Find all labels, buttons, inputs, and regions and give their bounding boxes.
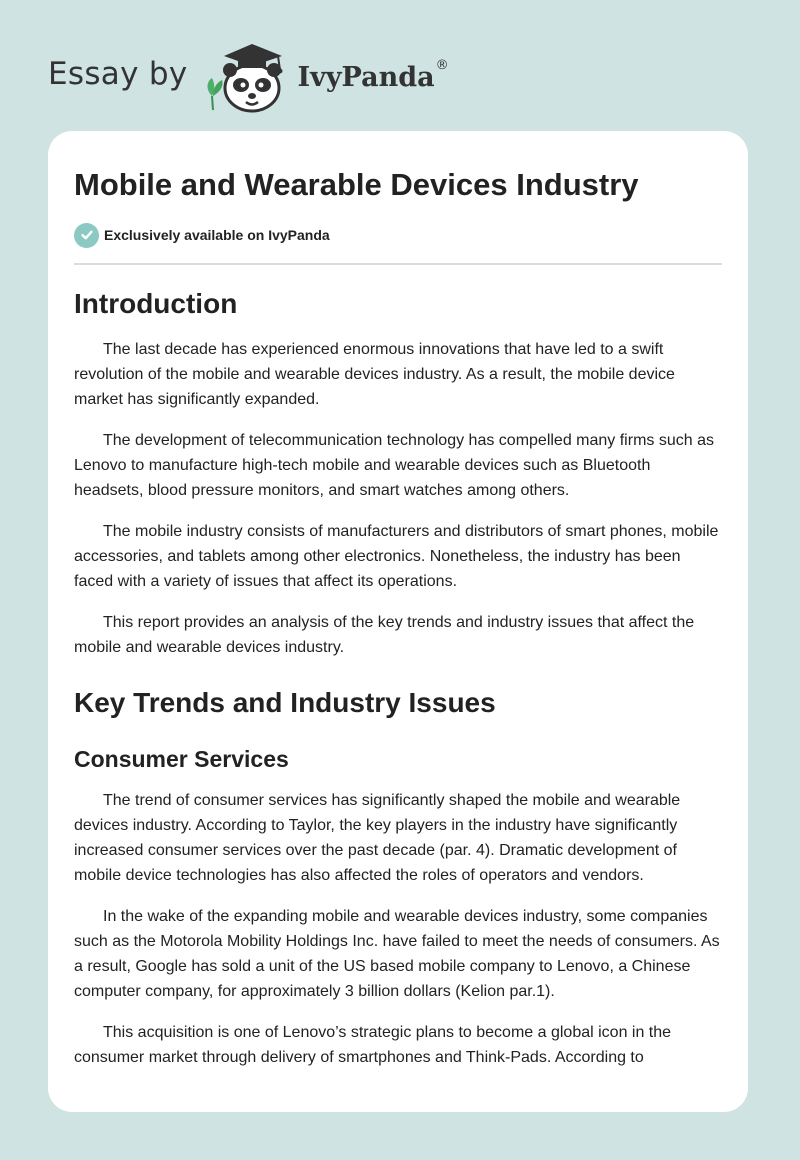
site-header-logo[interactable]: [48, 34, 449, 114]
paragraph: This acquisition is one of Lenovo’s strategic plans to become a global icon in the consumer market through delivery of smartphones and Think-Pads. According to: [74, 1024, 672, 1066]
panda-graduate-icon: [202, 34, 294, 114]
essay-content: [48, 166, 748, 1070]
brand-name: IvyPanda: [297, 61, 435, 93]
paragraph: The mobile industry consists of manufacturers and distributors of smart phones, mobile accessories, and tablets among other electronics. Nonetheless, the industry has been faced with a variety of issues that affect its operations.: [74, 523, 719, 590]
paragraph: The development of telecommunication technology has compelled many firms such as Lenovo to manufacture high-tech mobile and wearable devices such as Bluetooth headsets, blood pressure monitors, and smart watches among others.: [74, 432, 714, 499]
paragraph: The last decade has experienced enormous innovations that have led to a swift revolution of the mobile and wearable devices industry. As a result, the mobile device market has significantly expanded.: [74, 341, 675, 408]
registered-mark: ®: [435, 57, 449, 73]
paragraph: The trend of consumer services has significantly shaped the mobile and wearable devices industry. According to Taylor, the key players in the industry have significantly increased consumer services over the past decade (par. 4). Dramatic development of mobile device technologies has also affected the roles of operators and vendors.: [74, 792, 681, 884]
paragraph: This report provides an analysis of the key trends and industry issues that affect the mobile and wearable devices industry.: [74, 614, 695, 656]
page-title: Mobile and Wearable Devices Industry: [74, 167, 639, 202]
essay-card: [48, 131, 748, 1112]
divider: [74, 263, 722, 265]
section-heading-key-trends: Key Trends and Industry Issues: [74, 687, 496, 718]
availability-badge: [74, 222, 722, 248]
badge-label: Exclusively available on IvyPanda: [104, 227, 330, 243]
brand-prefix: Essay by: [48, 56, 188, 92]
paragraph: In the wake of the expanding mobile and wearable devices industry, some companies such as the Motorola Mobility Holdings Inc. have failed to meet the needs of consumers. As a result, Google has sold a unit of the US based mobile company to Lenovo, a Chinese computer company, for approximately 3 billion dollars (Kelion par.1).: [74, 908, 720, 1000]
check-circle-icon: [74, 223, 99, 248]
subsection-heading-consumer-services: Consumer Services: [74, 746, 289, 772]
section-heading-introduction: Introduction: [74, 288, 238, 319]
